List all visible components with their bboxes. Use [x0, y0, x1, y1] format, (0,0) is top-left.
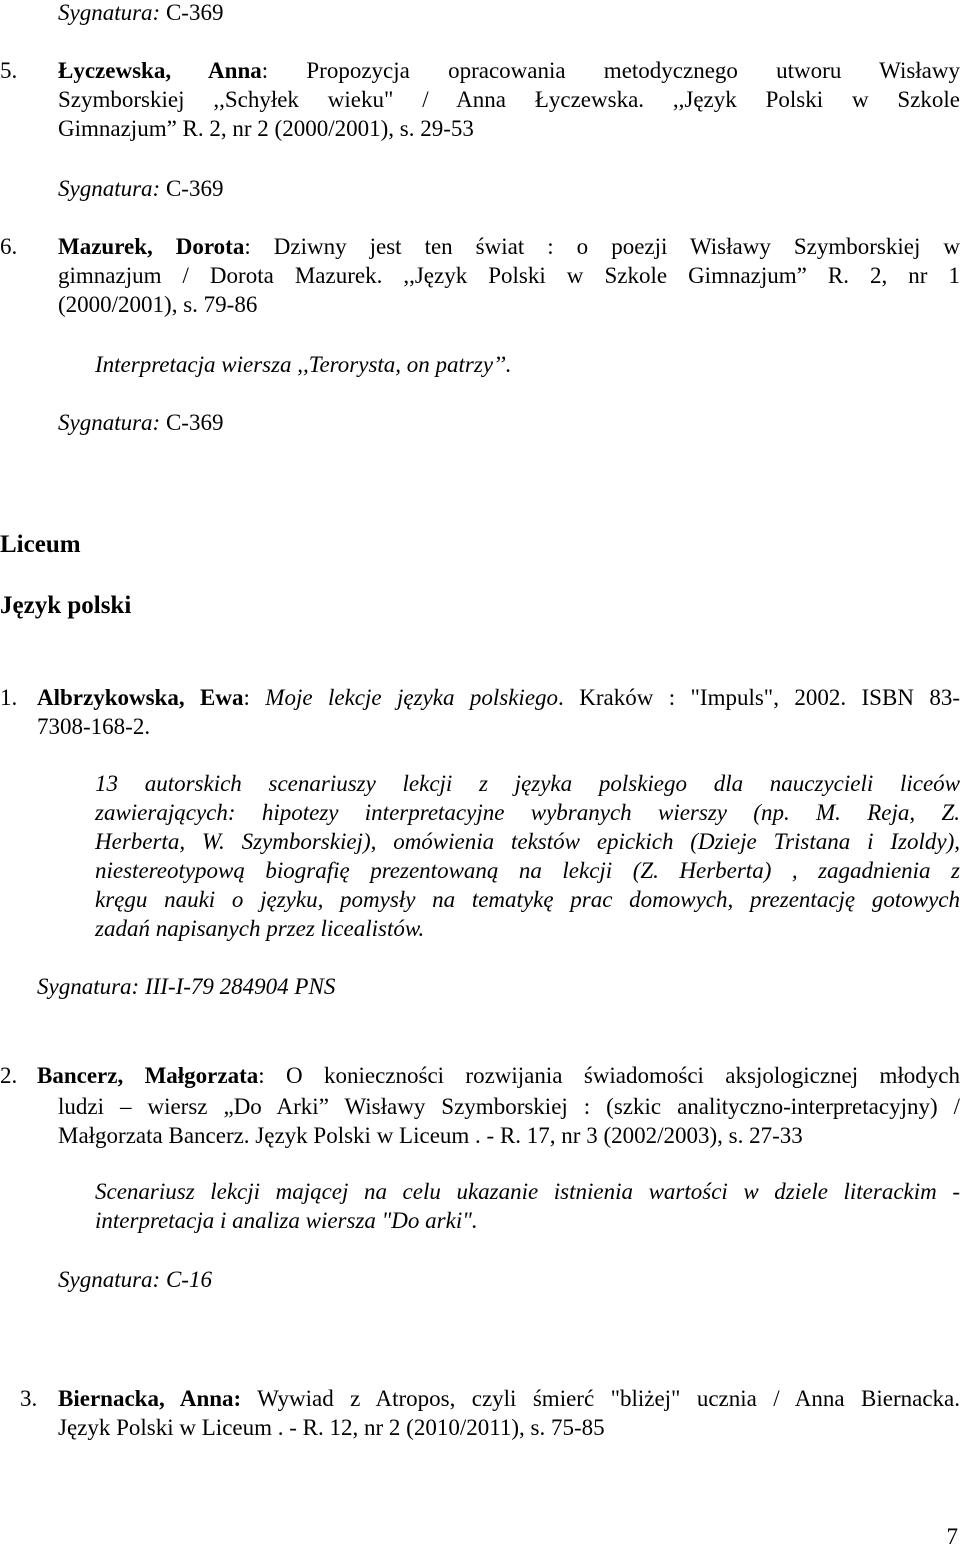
entry-note	[95, 769, 960, 943]
page-number: 7	[946, 1524, 958, 1549]
entry-note: Interpretacja wiersza ,,Terorysta, on patrzy’’.	[95, 352, 512, 377]
entry-line: 7308-168-2.	[37, 714, 151, 739]
signature-line	[58, 408, 223, 437]
note-line: zawierających: hipotezy interpretacyjne wybranych wierszy (np. M. Reja, Z.	[95, 800, 960, 825]
section-heading: Liceum	[0, 531, 81, 558]
signature-value: C-369	[165, 176, 224, 201]
signature-value: C-369	[165, 410, 224, 435]
signature-label: Sygnatura:	[37, 974, 140, 999]
entry-title: Moje lekcje języka polskiego	[265, 685, 559, 710]
signature-line	[37, 972, 335, 1001]
entry-author: Bancerz, Małgorzata	[37, 1063, 259, 1088]
section-subheading: Język polski	[0, 592, 132, 619]
entry-line	[37, 1061, 960, 1090]
entry-author: Łyczewska, Anna	[58, 58, 262, 83]
signature-line	[58, 1265, 212, 1294]
entry-text: : Propozycja opracowania metodycznego utworu Wisławy	[261, 58, 960, 83]
entry-line: Małgorzata Bancerz. Język Polski w Liceum . - R. 17, nr 3 (2002/2003), s. 27-33	[58, 1123, 803, 1148]
signature-label: Sygnatura:	[58, 1267, 161, 1292]
entry-line: gimnazjum / Dorota Mazurek. ,,Język Polski w Szkole Gimnazjum” R. 2, nr 1	[58, 263, 960, 288]
entry-line	[58, 56, 960, 85]
entry-line: Gimnazjum” R. 2, nr 2 (2000/2001), s. 29-53	[58, 116, 474, 141]
entry-author: Mazurek, Dorota	[58, 234, 245, 259]
entry-number: 3.	[20, 1386, 38, 1411]
entry-number: 5.	[0, 58, 18, 83]
entry-line: Albrzykowska, Ewa: Moje lekcje języka polskiego. Kraków : "Impuls", 2002. ISBN 83-	[37, 685, 960, 710]
entry-line: ludzi – wiersz „Do Arki” Wisławy Szymborskiej : (szkic analityczno-interpretacyjny) /	[58, 1094, 960, 1119]
note-line: interpretacja i analiza wiersza "Do arki".	[95, 1208, 478, 1233]
note-line: kręgu nauki o języku, pomysły na tematykę prac domowych, prezentację gotowych	[95, 887, 960, 912]
note-line: niestereotypową biografię prezentowaną na lekcji (Z. Herberta) , zagadnienia z	[95, 858, 960, 883]
signature-label: Sygnatura:	[58, 410, 161, 435]
entry-line	[58, 232, 960, 261]
entry-author: Biernacka, Anna:	[58, 1386, 242, 1411]
entry-number: 6.	[0, 234, 18, 259]
entry-text: : Dziwny jest ten świat : o poezji Wisławy Szymborskiej w	[244, 234, 960, 259]
entry-line: Język Polski w Liceum . - R. 12, nr 2 (2010/2011), s. 75-85	[58, 1415, 605, 1440]
entry-author: Albrzykowska, Ewa	[37, 685, 244, 710]
entry-line: (2000/2001), s. 79-86	[58, 292, 258, 317]
signature-label: Sygnatura:	[58, 0, 161, 25]
signature-line	[58, 0, 223, 27]
entry-number: 2.	[0, 1063, 18, 1088]
entry-number: 1.	[0, 685, 18, 710]
note-line: zadań napisanych przez licealistów.	[95, 916, 425, 941]
entry-text: . Kraków : "Impuls", 2002. ISBN 83-	[558, 685, 960, 710]
entry-text: : O konieczności rozwijania świadomości aksjologicznej młodych	[258, 1063, 960, 1088]
note-line: Herberta, W. Szymborskiej), omówienia tekstów epickich (Dzieje Tristana i Izoldy),	[95, 829, 960, 854]
signature-value: C-16	[165, 1267, 212, 1292]
note-line: Scenariusz lekcji mającej na celu ukazanie istnienia wartości w dziele literackim -	[95, 1179, 960, 1204]
entry-line: Szymborskiej ,,Schyłek wieku" / Anna Łyczewska. ,,Język Polski w Szkole	[58, 87, 960, 112]
note-line: 13 autorskich scenariuszy lekcji z języka polskiego dla nauczycieli liceów	[95, 771, 960, 796]
signature-label: Sygnatura:	[58, 176, 161, 201]
signature-value: C-369	[165, 0, 224, 25]
entry-text: Wywiad z Atropos, czyli śmierć "bliżej" ucznia / Anna Biernacka.	[241, 1386, 960, 1411]
signature-value: III-I-79 284904 PNS	[144, 974, 336, 999]
signature-line	[58, 174, 223, 203]
entry-line	[58, 1384, 960, 1413]
entry-note	[95, 1177, 960, 1235]
